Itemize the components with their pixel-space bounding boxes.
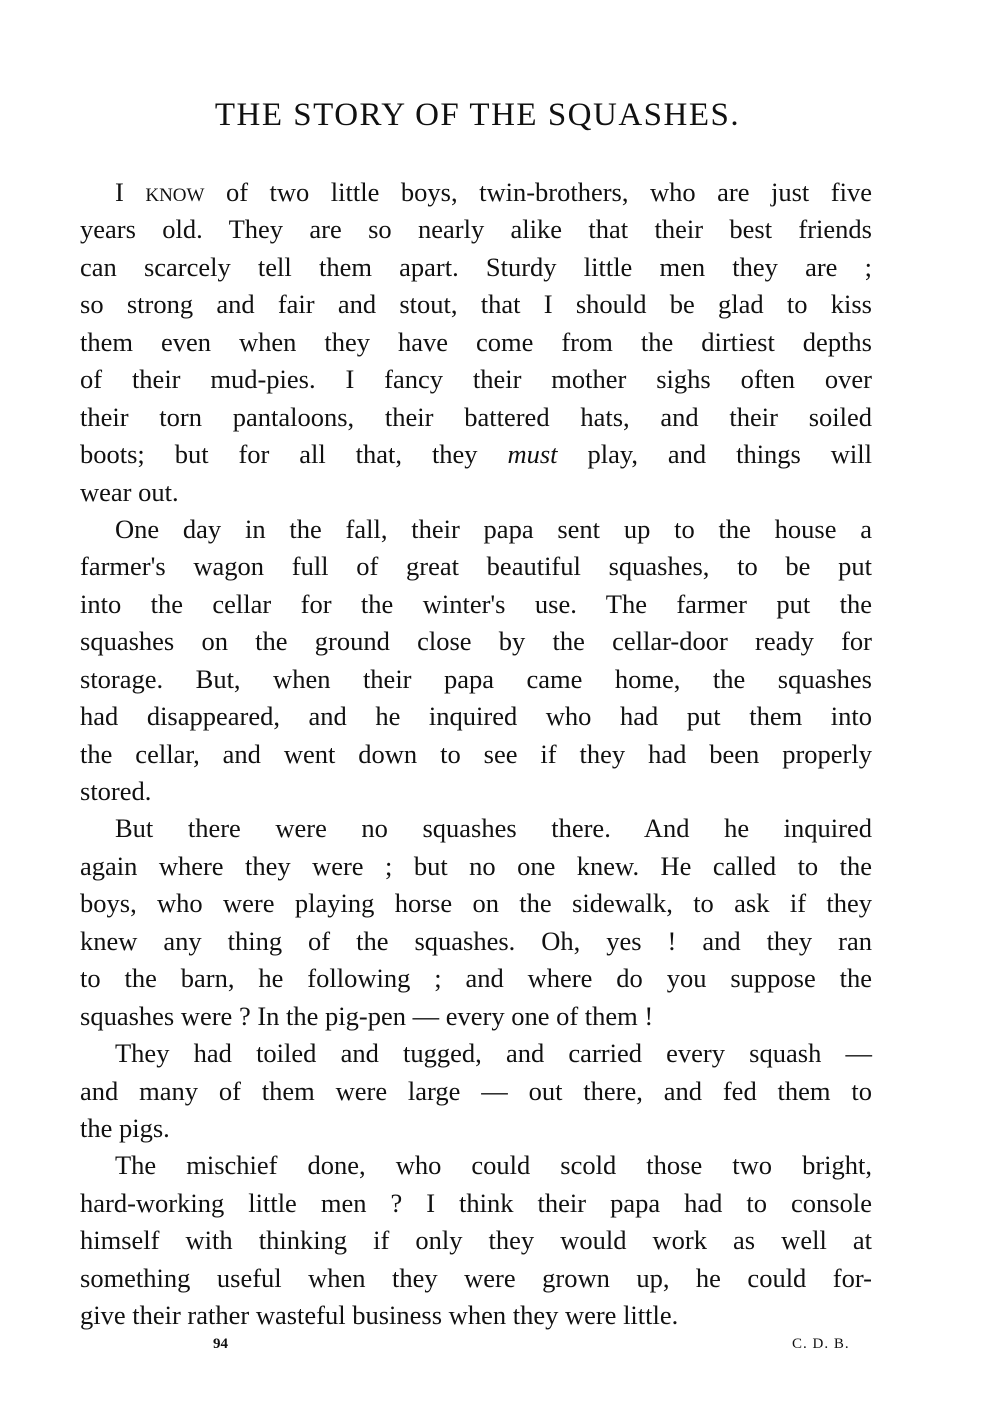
text-segment: of their mud-pies. I fancy their mother sighs often over (80, 364, 872, 395)
text-line (80, 1222, 872, 1259)
text-segment: knew any thing of the squashes. Oh, yes ! and they ran (80, 925, 872, 956)
text-segment: something useful when they were grown up, he could for- (80, 1262, 872, 1293)
text-segment: squashes were ? In the pig-pen — every one of them ! (80, 1000, 654, 1031)
text-segment: their torn pantaloons, their battered hats, and their soiled (80, 401, 872, 432)
text-line (80, 174, 872, 211)
text-segment: had disappeared, and he inquired who had put them into (80, 701, 872, 732)
text-segment: One day in the fall, their papa sent up to the house a (115, 513, 872, 544)
text-segment: I (115, 177, 146, 207)
text-line (80, 848, 872, 885)
text-segment: again where they were ; but no one knew. He called to the (80, 850, 872, 881)
text-line (80, 548, 872, 585)
text-line (80, 960, 872, 997)
text-segment: boys, who were playing horse on the sidewalk, to ask if they (80, 888, 872, 919)
text-line (80, 324, 872, 361)
story-body (80, 174, 872, 1335)
text-line (80, 661, 872, 698)
text-segment: wear out. (80, 476, 179, 507)
text-segment: the cellar, and went down to see if they had been properly (80, 738, 872, 769)
text-segment: to the barn, he following ; and where do you suppose the (80, 963, 872, 994)
text-segment: of two little boys, twin-brothers, who are just five (204, 177, 872, 207)
text-line (80, 698, 872, 735)
text-line (80, 885, 872, 922)
text-segment: But there were no squashes there. And he inquired (115, 813, 872, 844)
text-segment: the pigs. (80, 1112, 170, 1143)
text-line (80, 286, 872, 323)
text-line (80, 586, 872, 623)
text-line (80, 623, 872, 660)
page-number: 94 (213, 1336, 228, 1352)
text-segment: himself with thinking if only they would work as well at (80, 1225, 872, 1256)
text-line (80, 998, 872, 1035)
text-segment: and many of them were large — out there, and fed them to (80, 1075, 872, 1106)
text-segment: play, and things will (557, 439, 872, 470)
text-line (80, 1260, 872, 1297)
text-segment: stored. (80, 776, 152, 806)
text-segment: They had toiled and tugged, and carried every squash — (115, 1038, 872, 1069)
text-line (80, 1297, 872, 1334)
text-line (80, 1035, 872, 1072)
text-line (80, 1073, 872, 1110)
text-segment: give their rather wasteful business when they were little. (80, 1300, 679, 1331)
text-segment: storage. But, when their papa came home, the squashes (80, 663, 872, 694)
text-line (80, 399, 872, 436)
text-segment: farmer's wagon full of great beautiful squashes, to be put (80, 551, 872, 582)
page-title: THE STORY OF THE SQUASHES. (214, 97, 741, 133)
text-segment: into the cellar for the winter's use. The farmer put the (80, 588, 872, 619)
text-segment: can scarcely tell them apart. Sturdy little men they are ; (80, 251, 872, 282)
text-line (80, 736, 872, 773)
text-line (80, 810, 872, 847)
text-line (80, 436, 872, 473)
text-segment: them even when they have come from the dirtiest depths (80, 326, 872, 357)
text-line (80, 474, 872, 511)
text-segment: squashes on the ground close by the cellar-door ready for (80, 626, 872, 657)
text-line (80, 361, 872, 398)
text-line (80, 511, 872, 548)
text-segment: so strong and fair and stout, that I should be glad to kiss (80, 289, 872, 320)
text-line (80, 1110, 872, 1147)
text-segment: boots; but for all that, they (80, 439, 508, 470)
emphasis-text: must (507, 439, 558, 470)
text-line (80, 249, 872, 286)
text-line (80, 773, 872, 810)
text-segment: The mischief done, who could scold those two bright, (115, 1150, 872, 1181)
text-line (80, 211, 872, 248)
text-line (80, 923, 872, 960)
text-segment: hard-working little men ? I think their papa had to console (80, 1187, 872, 1218)
text-line (80, 1185, 872, 1222)
text-segment: years old. They are so nearly alike that their best friends (80, 214, 872, 245)
author-signature: C. D. B. (792, 1336, 850, 1352)
text-line (80, 1147, 872, 1184)
small-caps-text: know (145, 177, 205, 207)
